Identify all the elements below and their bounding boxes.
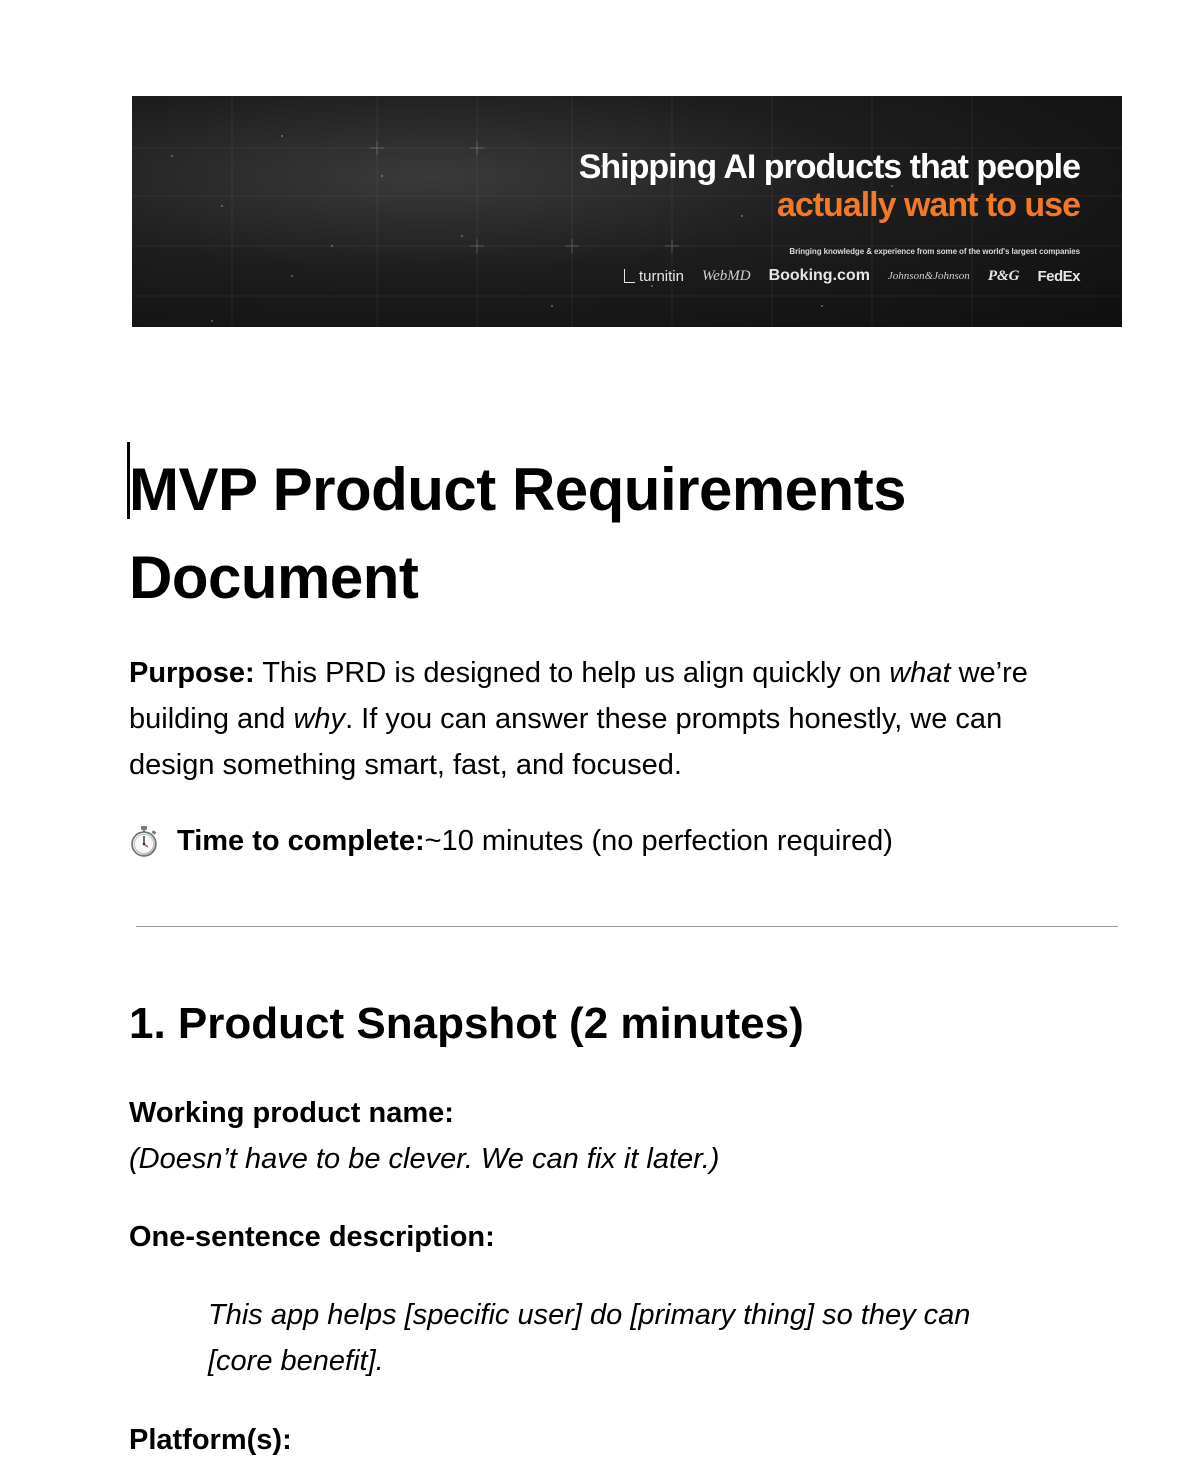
working-name-label[interactable]: Working product name: <box>129 1097 454 1129</box>
stopwatch-icon <box>129 825 159 857</box>
time-label: Time to complete: <box>177 825 425 857</box>
booking-logo: Booking.com <box>768 267 870 284</box>
description-label[interactable]: One-sentence description: <box>129 1221 495 1253</box>
purpose-emphasis-what: what <box>889 657 951 689</box>
banner-headline-line2: actually want to use <box>776 186 1080 224</box>
purpose-label: Purpose: <box>129 657 255 689</box>
header-banner <box>132 96 1122 327</box>
section-heading-product-snapshot[interactable]: 1. Product Snapshot (2 minutes) <box>129 999 804 1048</box>
description-template[interactable]: This app helps [specific user] do [primary thing] so they can [core benefit]. <box>208 1299 971 1377</box>
purpose-paragraph[interactable] <box>129 650 1069 788</box>
time-value: ~10 minutes (no perfection required) <box>424 825 893 857</box>
purpose-text-3: . If you can answer these prompts honestly, we can design something smart, fast, and focused. <box>129 703 1003 781</box>
pg-logo: P&G <box>987 267 1020 284</box>
section-divider <box>136 926 1118 927</box>
banner-subline: Bringing knowledge & experience from some of the world's largest companies <box>789 247 1080 256</box>
banner-headline-line1: Shipping AI products that people <box>578 148 1080 186</box>
johnson-and-johnson-logo: Johnson&Johnson <box>887 270 970 282</box>
working-name-hint[interactable]: (Doesn’t have to be clever. We can fix it later.) <box>129 1143 720 1175</box>
banner-headline <box>579 148 1080 224</box>
fedex-logo: FedEx <box>1037 267 1080 285</box>
platforms-label[interactable]: Platform(s): <box>129 1424 292 1456</box>
turnitin-mark-icon <box>624 269 635 283</box>
document-title[interactable]: MVP Product Requirements Document <box>129 456 907 611</box>
purpose-text-1: This PRD is designed to help us align quickly on <box>254 657 890 689</box>
webmd-logo: WebMD <box>701 267 751 284</box>
purpose-emphasis-why: why <box>293 703 346 735</box>
turnitin-logo: turnitin <box>624 268 684 285</box>
purpose-text-2: we’re building and <box>129 657 1028 735</box>
time-to-complete[interactable] <box>129 821 893 861</box>
company-logos <box>624 267 1080 285</box>
